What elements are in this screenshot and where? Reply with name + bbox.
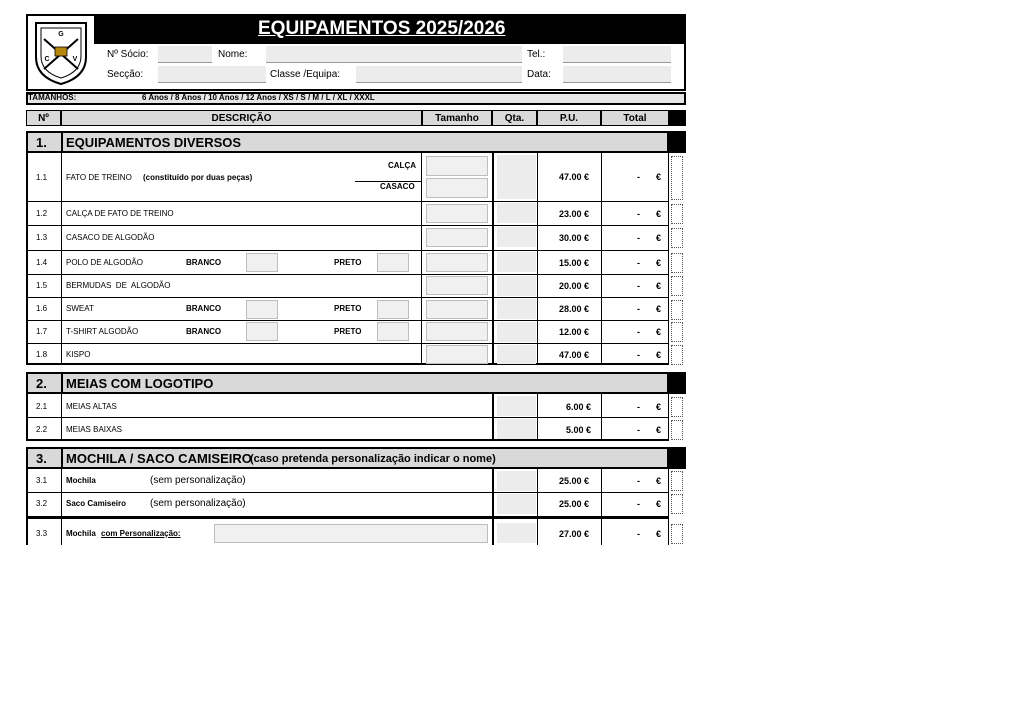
row-1-3-line — [26, 250, 669, 251]
sizes-label: TAMANHOS: — [28, 93, 77, 102]
row-3-2-line — [26, 516, 669, 519]
item-1-7-branco-label: BRANCO — [186, 327, 222, 336]
item-1-4-size[interactable] — [426, 253, 488, 272]
row-3-1-line — [26, 492, 669, 493]
item-2-2-num: 2.2 — [36, 425, 48, 434]
item-2-2-name: MEIAS BAIXAS — [66, 425, 123, 434]
row-1-6-line — [26, 320, 669, 321]
section-1-num: 1. — [36, 135, 47, 150]
item-3-3-total: - — [637, 529, 640, 539]
section-2-num: 2. — [36, 376, 47, 391]
item-3-1-num: 3.1 — [36, 476, 48, 485]
item-2-1-total: - — [637, 402, 640, 412]
col-num-header: Nº — [26, 110, 61, 126]
item-1-6-euro: € — [656, 304, 662, 314]
section-2-right-bar — [669, 372, 686, 394]
item-3-2-qty[interactable] — [497, 494, 536, 514]
item-1-3-check[interactable] — [671, 228, 683, 248]
item-1-6-total: - — [637, 304, 640, 314]
item-1-2-price: 23.00 € — [559, 209, 590, 219]
item-1-2-check[interactable] — [671, 204, 683, 224]
item-1-3-size[interactable] — [426, 228, 488, 247]
item-1-6-price: 28.00 € — [559, 304, 590, 314]
item-3-1-total: - — [637, 476, 640, 486]
item-1-5-name: BERMUDAS DE ALGODÃO — [66, 281, 171, 290]
row-1-7-line — [26, 343, 669, 344]
row-2-1-line — [26, 417, 669, 418]
sec1-vline-num — [61, 153, 62, 365]
item-1-8-price: 47.00 € — [559, 350, 590, 360]
item-1-6-check[interactable] — [671, 300, 683, 320]
section-1-title: EQUIPAMENTOS DIVERSOS — [66, 135, 242, 150]
item-1-7-preto-input[interactable] — [377, 322, 409, 341]
item-1-5-check[interactable] — [671, 276, 683, 296]
sec3-vline-end — [668, 469, 669, 545]
item-3-1-euro: € — [656, 476, 662, 486]
sec3-vline-pu — [537, 469, 538, 545]
club-crest-icon — [30, 17, 92, 87]
item-3-2-price: 25.00 € — [559, 499, 590, 509]
item-1-7-size[interactable] — [426, 322, 488, 341]
col-right-bar — [669, 110, 686, 126]
item-1-1-total: - — [637, 172, 640, 182]
classe-field[interactable] — [356, 66, 522, 83]
item-3-1-name: Mochila — [66, 476, 96, 485]
item-2-2-euro: € — [656, 425, 662, 435]
item-3-3-personalization-input[interactable] — [214, 524, 488, 543]
item-1-5-euro: € — [656, 281, 662, 291]
item-1-7-euro: € — [656, 327, 662, 337]
item-3-3-name: Mochila — [66, 529, 96, 538]
item-1-7-check[interactable] — [671, 322, 683, 342]
item-1-7-branco-input[interactable] — [246, 322, 278, 341]
logo-letter-c: C — [44, 56, 50, 63]
socio-label: Nº Sócio: — [107, 49, 149, 60]
section-2-title: MEIAS COM LOGOTIPO — [66, 376, 214, 391]
item-2-1-check[interactable] — [671, 397, 683, 417]
item-1-5-price: 20.00 € — [559, 281, 590, 291]
item-1-7-price: 12.00 € — [559, 327, 590, 337]
sec1-vline-total — [601, 153, 602, 365]
item-1-6-name: SWEAT — [66, 304, 94, 313]
item-1-8-euro: € — [656, 350, 662, 360]
classe-label: Classe /Equipa: — [270, 69, 341, 80]
tel-label: Tel.: — [527, 49, 546, 60]
item-1-4-euro: € — [656, 258, 662, 268]
section-1-divider — [61, 131, 63, 153]
item-2-2-qty[interactable] — [497, 419, 536, 439]
item-1-6-preto-input[interactable] — [377, 300, 409, 319]
col-pu-header: P.U. — [537, 110, 601, 126]
item-1-1-extra: (constituído por duas peças) — [143, 173, 253, 182]
item-3-2-check[interactable] — [671, 494, 683, 514]
sec3-vline-total — [601, 469, 602, 545]
col-desc-header: DESCRIÇÃO — [61, 110, 422, 126]
item-2-1-price: 6.00 € — [566, 402, 592, 412]
item-2-2-price: 5.00 € — [566, 425, 592, 435]
sec3-vline-num — [61, 469, 62, 545]
item-1-3-price: 30.00 € — [559, 233, 590, 243]
item-1-6-num: 1.6 — [36, 304, 48, 313]
col-size-header: Tamanho — [422, 110, 492, 126]
item-1-2-total: - — [637, 209, 640, 219]
item-1-3-name: CASACO DE ALGODÃO — [66, 233, 155, 242]
item-1-6-size[interactable] — [426, 300, 488, 319]
item-3-2-euro: € — [656, 499, 662, 509]
item-1-8-num: 1.8 — [36, 350, 48, 359]
item-1-4-branco-input[interactable] — [246, 253, 278, 272]
item-1-3-qty[interactable] — [497, 227, 536, 247]
item-3-3-euro: € — [656, 529, 662, 539]
item-2-2-check[interactable] — [671, 420, 683, 440]
item-1-1-name: FATO DE TREINO — [66, 173, 132, 182]
item-2-2-total: - — [637, 425, 640, 435]
sec1-vline-desc — [421, 153, 422, 365]
item-1-1-check[interactable] — [671, 156, 683, 200]
item-3-2-total: - — [637, 499, 640, 509]
section-3-divider — [61, 447, 63, 469]
item-1-3-total: - — [637, 233, 640, 243]
item-1-7-num: 1.7 — [36, 327, 48, 336]
item-3-2-note: (sem personalização) — [150, 498, 246, 509]
sec1-vline-pu — [537, 153, 538, 365]
item-1-5-qty[interactable] — [497, 276, 536, 296]
item-1-2-euro: € — [656, 209, 662, 219]
item-1-4-check[interactable] — [671, 253, 683, 273]
section-2-divider — [61, 372, 63, 394]
item-1-1-calca-label: CALÇA — [388, 161, 416, 170]
item-1-7-preto-label: PRETO — [334, 327, 362, 336]
section-3-note: (caso pretenda personalização indicar o nome) — [250, 453, 496, 465]
item-1-3-euro: € — [656, 233, 662, 243]
row-1-2-line — [26, 225, 669, 226]
item-1-6-branco-label: BRANCO — [186, 304, 222, 313]
item-1-6-preto-label: PRETO — [334, 304, 362, 313]
data-label: Data: — [527, 69, 551, 80]
item-1-4-num: 1.4 — [36, 258, 48, 267]
section-3-title: MOCHILA / SACO CAMISEIRO — [66, 451, 252, 466]
item-1-7-qty[interactable] — [497, 322, 536, 342]
item-1-4-qty[interactable] — [497, 252, 536, 272]
item-3-1-qty[interactable] — [497, 471, 536, 491]
sec3-vline-qty — [492, 469, 494, 545]
data-field[interactable] — [563, 66, 671, 83]
page-title: EQUIPAMENTOS 2025/2026 — [258, 18, 506, 39]
section-3-right-bar — [669, 447, 686, 469]
socio-field[interactable] — [158, 46, 212, 63]
col-total-header: Total — [601, 110, 669, 126]
item-1-1-qty[interactable] — [497, 155, 536, 199]
item-1-2-num: 1.2 — [36, 209, 48, 218]
item-3-1-price: 25.00 € — [559, 476, 590, 486]
item-2-1-qty[interactable] — [497, 396, 536, 416]
item-3-3-qty[interactable] — [497, 523, 536, 543]
item-3-3-num: 3.3 — [36, 529, 48, 538]
nome-label: Nome: — [218, 49, 248, 60]
item-1-2-size[interactable] — [426, 204, 488, 223]
item-3-2-name: Saco Camiseiro — [66, 499, 127, 508]
row-1-5-line — [26, 297, 669, 298]
row-1-4-line — [26, 274, 669, 275]
item-1-6-branco-input[interactable] — [246, 300, 278, 319]
item-1-1-euro: € — [656, 172, 662, 182]
item-1-8-size[interactable] — [426, 345, 488, 364]
row-1-1-line — [26, 201, 669, 202]
item-3-3-price: 27.00 € — [559, 529, 590, 539]
item-1-4-branco-label: BRANCO — [186, 258, 222, 267]
item-2-1-name: MEIAS ALTAS — [66, 402, 117, 411]
item-1-1-size-calca[interactable] — [426, 156, 488, 176]
item-1-7-total: - — [637, 327, 640, 337]
sizes-values: 6 Anos / 8 Anos / 10 Anos / 12 Anos / XS / S / M / L / XL / XXXL — [142, 93, 375, 102]
item-1-5-num: 1.5 — [36, 281, 48, 290]
item-1-2-name: CALÇA DE FATO DE TREINO — [66, 209, 174, 218]
section-3-num: 3. — [36, 451, 47, 466]
item-3-1-check[interactable] — [671, 471, 683, 491]
item-1-1-size-casaco[interactable] — [426, 178, 488, 198]
logo-letter-g: G — [58, 31, 64, 38]
item-1-8-name: KISPO — [66, 350, 91, 359]
item-1-8-qty[interactable] — [497, 345, 536, 364]
item-3-3-check[interactable] — [671, 524, 683, 544]
item-1-4-name: POLO DE ALGODÃO — [66, 258, 143, 267]
item-1-5-size[interactable] — [426, 276, 488, 295]
section-1-right-bar — [669, 131, 686, 153]
nome-field[interactable] — [266, 46, 522, 63]
item-1-2-qty[interactable] — [497, 203, 536, 223]
item-1-4-preto-input[interactable] — [377, 253, 409, 272]
tel-field[interactable] — [563, 46, 671, 63]
item-1-1-casaco-label: CASACO — [380, 182, 415, 191]
item-3-2-num: 3.2 — [36, 499, 48, 508]
item-1-8-check[interactable] — [671, 345, 683, 365]
item-2-1-num: 2.1 — [36, 402, 48, 411]
item-1-1-price: 47.00 € — [559, 172, 590, 182]
item-1-4-total: - — [637, 258, 640, 268]
club-logo — [30, 17, 92, 87]
item-1-4-price: 15.00 € — [559, 258, 590, 268]
item-1-5-total: - — [637, 281, 640, 291]
item-1-3-num: 1.3 — [36, 233, 48, 242]
seccao-field[interactable] — [158, 66, 266, 83]
item-3-1-note: (sem personalização) — [150, 475, 246, 486]
sec1-vline-end — [668, 153, 669, 365]
seccao-label: Secção: — [107, 69, 144, 80]
item-3-3-name-suffix: com Personalização: — [101, 529, 181, 538]
item-1-4-preto-label: PRETO — [334, 258, 362, 267]
item-2-1-euro: € — [656, 402, 662, 412]
item-1-1-num: 1.1 — [36, 173, 48, 182]
col-qty-header: Qta. — [492, 110, 537, 126]
item-1-6-qty[interactable] — [497, 299, 536, 319]
item-1-7-name: T-SHIRT ALGODÃO — [66, 327, 139, 336]
item-1-8-total: - — [637, 350, 640, 360]
sec1-vline-qty — [492, 153, 494, 365]
logo-letter-v: V — [72, 56, 78, 63]
